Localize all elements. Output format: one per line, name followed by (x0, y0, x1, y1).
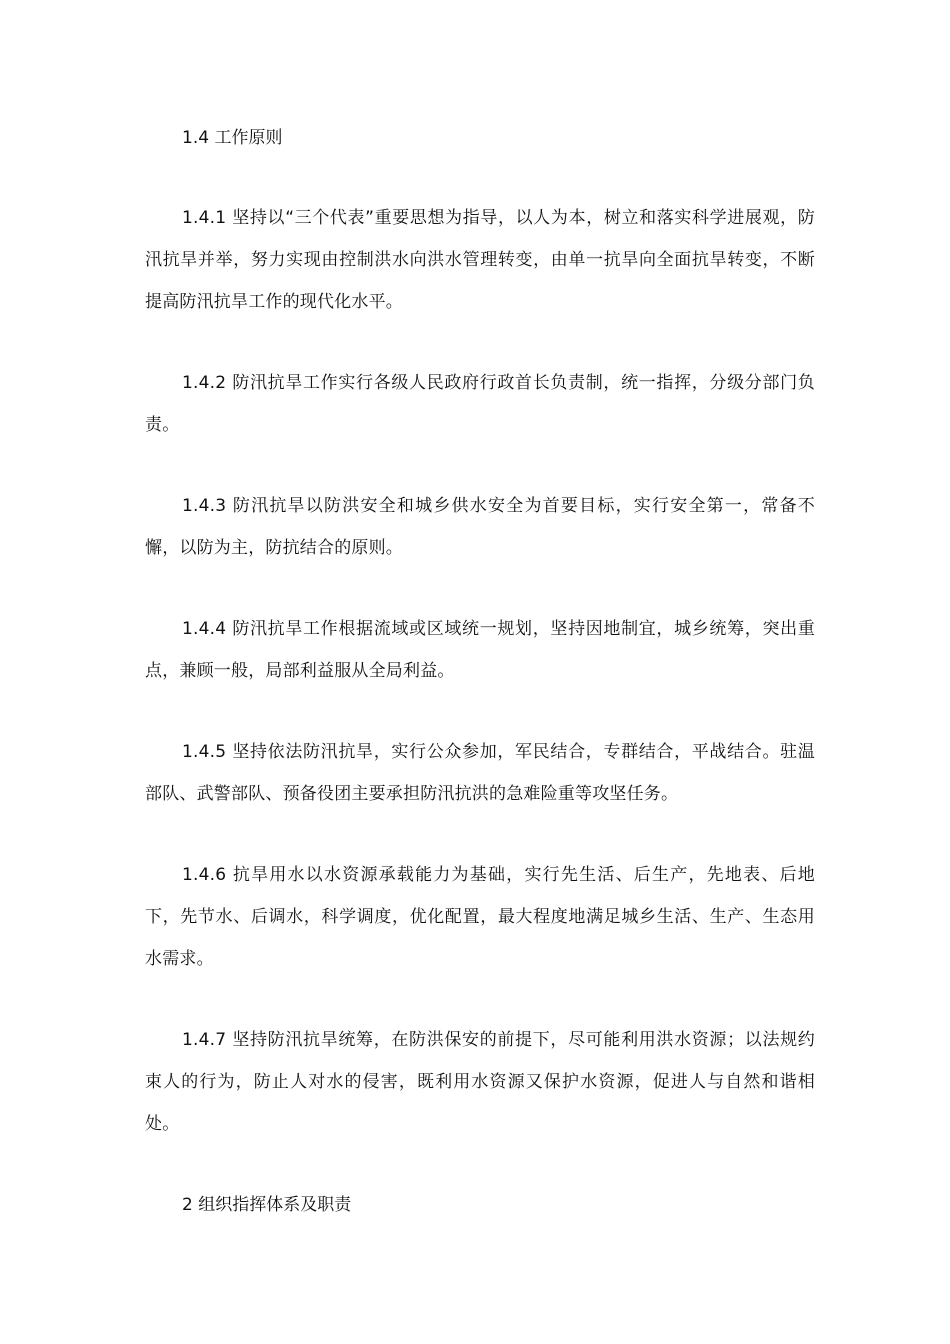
paragraph-1-4-6: 1.4.6 抗旱用水以水资源承载能力为基础，实行先生活、后生产，先地表、后地下，先节水、后调水，科学调度，优化配置，最大程度地满足城乡生活、生产、生态用水需求。 (145, 865, 815, 969)
spacer (145, 158, 815, 197)
spacer (145, 446, 815, 485)
spacer (145, 980, 815, 1019)
section-heading-2: 2 组织指挥体系及职责 (182, 1195, 352, 1215)
paragraph-1-4-1: 1.4.1 坚持以“三个代表”重要思想为指导，以人为本，树立和落实科学进展观，防汛抗旱并举，努力实现由控制洪水向洪水管理转变，由单一抗旱向全面抗旱转变，不断提高防汛抗旱工作的现代化水平。 (145, 208, 815, 312)
paragraph-1-4-5: 1.4.5 坚持依法防汛抗旱，实行公众参加，军民结合，专群结合，平战结合。驻温部队、武警部队、预备役团主要承担防汛抗洪的急难险重等攻坚任务。 (145, 742, 815, 804)
spacer (145, 1145, 815, 1185)
document-body (145, 118, 815, 1225)
spacer (145, 815, 815, 854)
paragraph-1-4-7: 1.4.7 坚持防汛抗旱统筹，在防洪保安的前提下，尽可能利用洪水资源；以法规约束人的行为，防止人对水的侵害，既利用水资源又保护水资源，促进人与自然和谐相处。 (145, 1030, 815, 1134)
spacer (145, 692, 815, 731)
paragraph-1-4-2: 1.4.2 防汛抗旱工作实行各级人民政府行政首长负责制，统一指挥，分级分部门负责。 (145, 373, 815, 435)
spacer (145, 323, 815, 362)
paragraph-1-4-4: 1.4.4 防汛抗旱工作根据流域或区域统一规划，坚持因地制宜，城乡统筹，突出重点，兼顾一般，局部利益服从全局利益。 (145, 619, 815, 681)
section-heading-1-4: 1.4 工作原则 (182, 128, 283, 148)
spacer (145, 569, 815, 608)
paragraph-1-4-3: 1.4.3 防汛抗旱以防洪安全和城乡供水安全为首要目标，实行安全第一，常备不懈，以防为主，防抗结合的原则。 (145, 496, 815, 558)
